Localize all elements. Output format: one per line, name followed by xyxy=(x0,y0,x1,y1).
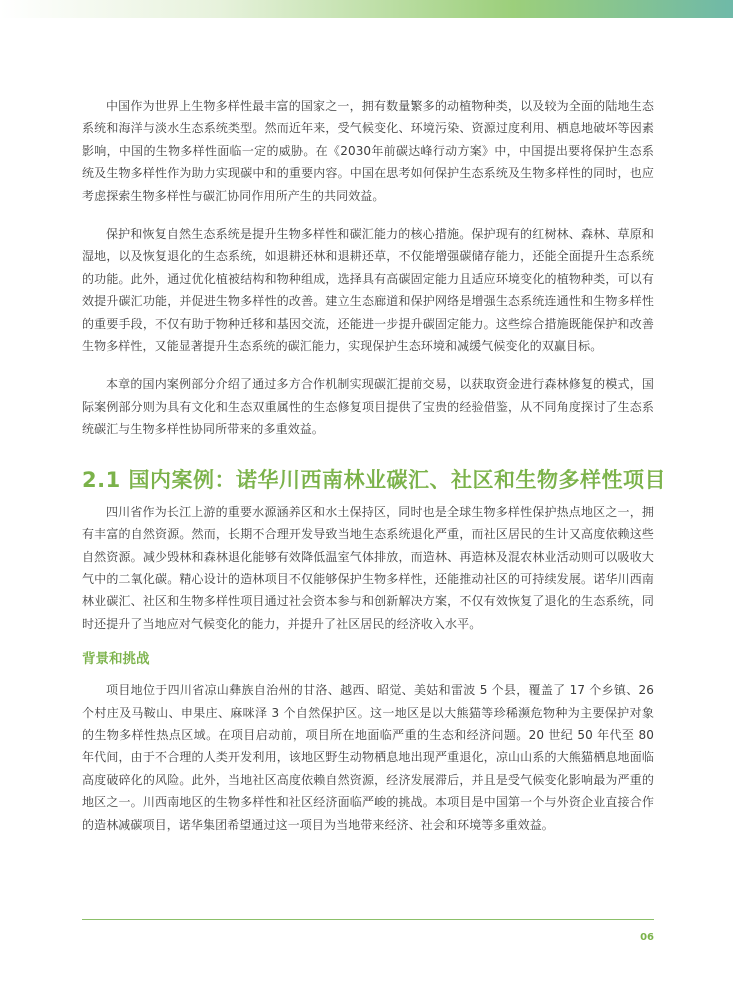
intro-paragraph-1: 中国作为世界上生物多样性最丰富的国家之一，拥有数量繁多的动植物种类，以及较为全面的陆地生态系统和海洋与淡水生态系统类型。然而近年来，受气候变化、环境污染、资源过度利用、栖息地破坏等因素影响，中国的生物多样性面临一定的威胁。在《2030年前碳达峰行动方案》中，中国提出要将保护生态系统及生物多样性作为助力实现碳中和的重要内容。中国在思考如何保护生态系统及生物多样性的同时，也应考虑探索生物多样性与碳汇协同作用所产生的共同效益。 xyxy=(82,99,654,203)
page-number: 06 xyxy=(640,932,654,943)
section-title: 2.1 国内案例：诺华川西南林业碳汇、社区和生物多样性项目 xyxy=(82,467,667,492)
background-paragraph: 项目地位于四川省凉山彝族自治州的甘洛、越西、昭觉、美姑和雷波 5 个县，覆盖了 17 个乡镇、26 个村庄及马鞍山、申果庄、麻咪泽 3 个自然保护区。这一地区是以大熊猫等珍稀濒危物种为主要保护对象的生物多样性热点区域。在项目启动前，项目所在地面临严重的生态和经济问题。20 世纪 50 年代至 80 年代间，由于不合理的人类开发利用，该地区野生动物栖息地出现严重退化，凉山山系的大熊猫栖息地面临高度破碎化的风险。此外，当地社区高度依赖自然资源，经济发展滞后，并且是受气候变化影响最为严重的地区之一。川西南地区的生物多样性和社区经济面临严峻的挑战。本项目是中国第一个与外资企业直接合作的造林减碳项目，诺华集团希望通过这一项目为当地带来经济、社会和环境等多重效益。 xyxy=(82,683,654,832)
section-paragraph: 四川省作为长江上游的重要水源涵养区和水土保持区，同时也是全球生物多样性保护热点地区之一，拥有丰富的自然资源。然而，长期不合理开发导致当地生态系统退化严重，而社区居民的生计又高度依赖这些自然资源。减少毁林和森林退化能够有效降低温室气体排放，而造林、再造林及混农林业活动则可以吸收大气中的二氧化碳。精心设计的造林项目不仅能够保护生物多样性，还能推动社区的可持续发展。诺华川西南林业碳汇、社区和生物多样性项目通过社会资本参与和创新解决方案，不仅有效恢复了退化的生态系统，同时还提升了当地应对气候变化的能力，并提升了社区居民的经济收入水平。 xyxy=(82,504,654,631)
subheading-background: 背景和挑战 xyxy=(82,651,150,668)
header-gradient-band xyxy=(0,0,733,18)
intro-paragraph-2: 保护和恢复自然生态系统是提升生物多样性和碳汇能力的核心措施。保护现有的红树林、森林、草原和湿地，以及恢复退化的生态系统，如退耕还林和退耕还草，不仅能增强碳储存能力，还能全面提升生态系统的功能。此外，通过优化植被结构和物种组成，选择具有高碳固定能力且适应环境变化的植物种类，可以有效提升碳汇功能，并促进生物多样性的改善。建立生态廊道和保护网络是增强生态系统连通性和生物多样性的重要手段，不仅有助于物种迁移和基因交流，还能进一步提升碳固定能力。这些综合措施既能保护和改善生物多样性，又能显著提升生态系统的碳汇能力，实现保护生态环境和减缓气候变化的双赢目标。 xyxy=(82,227,654,354)
intro-paragraph-3: 本章的国内案例部分介绍了通过多方合作机制实现碳汇提前交易，以获取资金进行森林修复的模式，国际案例部分则为具有文化和生态双重属性的生态修复项目提供了宝贵的经验借鉴，从不同角度探讨了生态系统碳汇与生物多样性协同所带来的多重效益。 xyxy=(82,377,654,437)
page-content xyxy=(82,95,667,836)
footer-divider xyxy=(82,919,654,920)
